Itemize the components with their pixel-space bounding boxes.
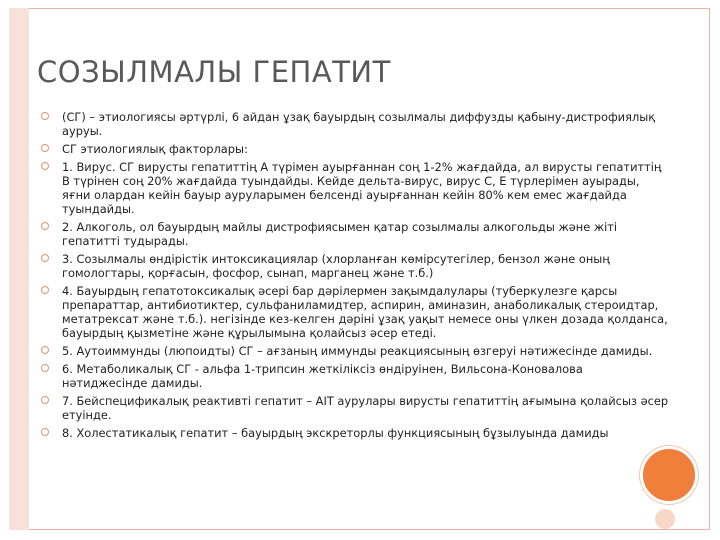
bullet-text: 1. Вирус. СГ вирусты гепатиттің А түрімен ауырғаннан соң 1-2% жағдайда, ал вирусты гепатиттің В түрінен соң 20% жағдайда туындайды. Кейде дельта-вирус, вирус С, Е түрлерімен ауырады, яғни олардан кейін бауыр ауруларымен белсенді ауырғаннан кейін 80% кем емес жағдайда туындайды. — [62, 160, 662, 216]
bullet-circle-icon — [41, 364, 49, 372]
bullet-item — [41, 220, 671, 248]
bullet-circle-icon — [41, 346, 49, 354]
decorative-small-circle — [655, 509, 675, 529]
decorative-orange-circle — [640, 446, 698, 504]
bullet-circle-icon — [41, 396, 49, 404]
bullet-circle-icon — [41, 428, 49, 436]
bullet-item — [41, 426, 671, 440]
bullet-item — [41, 362, 671, 390]
bullet-text: 2. Алкоголь, ол бауырдың майлы дистрофиясымен қатар созылмалы алкогольды және жіті гепатитті тудырады. — [62, 220, 618, 248]
bullet-item — [41, 284, 671, 340]
bullet-circle-icon — [41, 222, 49, 230]
bullet-circle-icon — [41, 286, 49, 294]
bullet-list — [41, 110, 671, 444]
bullet-circle-icon — [41, 162, 49, 170]
bullet-text: 8. Холестатикалық гепатит – бауырдың экскреторлы функциясының бұзылуында дамиды — [62, 426, 609, 440]
bullet-text: СГ этиологиялық факторлары: — [62, 142, 248, 156]
bullet-text: 7. Бейспецификалық реактивті гепатит – АIТ аурулары вирусты гепатиттің ағымына қолайсыз әсер етуінде. — [62, 394, 669, 422]
bullet-circle-icon — [41, 254, 49, 262]
bullet-text: 5. Аутоиммунды (люпоидты) СГ – ағзаның иммунды реакциясының өзгеруі нәтижесінде дамиды. — [62, 344, 653, 358]
bullet-circle-icon — [41, 112, 49, 120]
bullet-item — [41, 110, 671, 138]
slide-title: СОЗЫЛМАЛЫ ГЕПАТИТ — [37, 55, 391, 89]
bullet-text: (СГ) – этиологиясы әртүрлі, 6 айдан ұзақ бауырдың созылмалы диффузды қабыну-дистрофиялық ауруы. — [62, 110, 656, 138]
bullet-text: 3. Созылмалы өндірістік интоксикациялар (хлорланған көмірсутегілер, бензол және оның гомологтары, қорғасын, фосфор, сынап, марганец және т.б.) — [62, 252, 610, 280]
bullet-circle-icon — [41, 144, 49, 152]
bullet-item — [41, 252, 671, 280]
bullet-item — [41, 160, 671, 216]
bullet-item — [41, 142, 671, 156]
bullet-item — [41, 344, 671, 358]
bullet-text: 6. Метаболикалық СГ - альфа 1-трипсин жеткіліксіз өндіруінен, Вильсона-Коновалова нәтиджесінде дамиды. — [62, 362, 583, 390]
side-accent-strip — [9, 8, 29, 530]
bullet-text: 4. Бауырдың гепатотоксикалық әсері бар дәрілермен зақымдалулары (туберкулезге қарсы препараттар, антибиотиктер, сульфаниламидтер, аспирин, аминазин, анаболикалық стероидтар, метатрексат және т.б.). негізінде кез-келген дәріні ұзақ уақыт немесе оны үлкен дозада қолданса, бауырдың қызметіне және құрылымына қолайсыз әсер етеді. — [62, 284, 668, 340]
bullet-item — [41, 394, 671, 422]
